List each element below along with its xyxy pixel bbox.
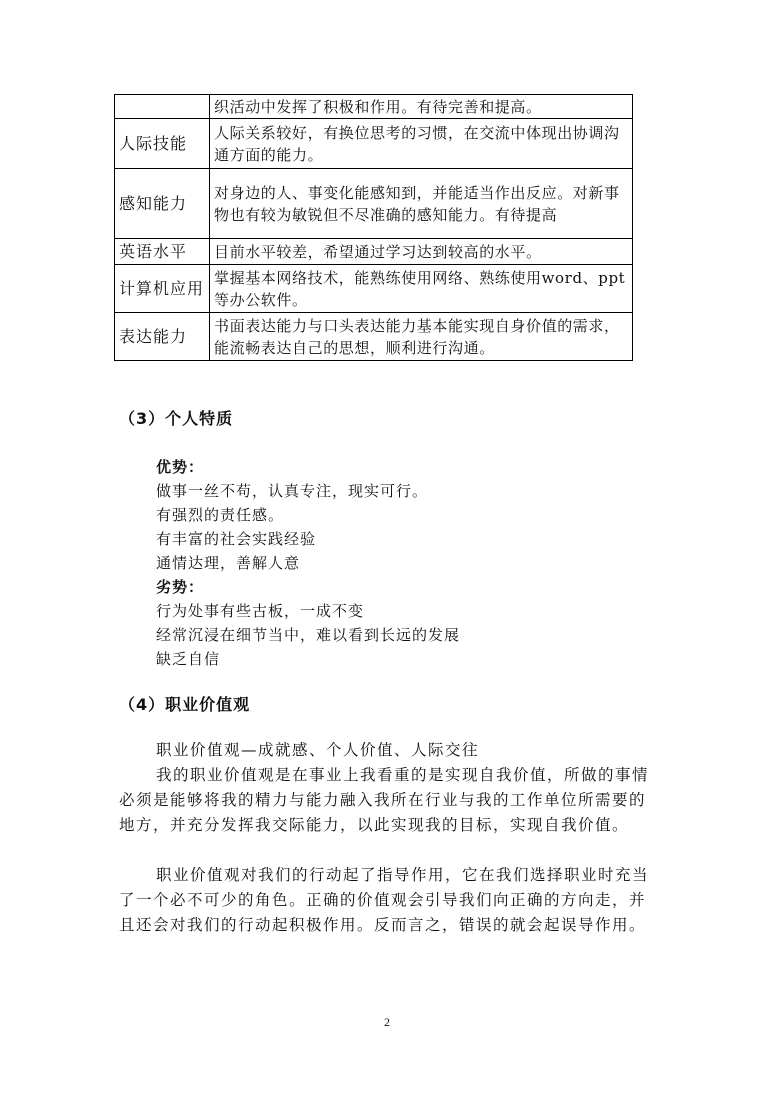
table-row xyxy=(115,313,633,361)
values-paragraph-1: 我的职业价值观是在事业上我看重的是实现自我价值，所做的事情必须是能够将我的精力与能力融入我所在行业与我的工作单位所需要的地方，并充分发挥我交际能力，以此实现我的目标，实现自我价值。 xyxy=(119,766,650,834)
table-cell-desc: 书面表达能力与口头表达能力基本能实现自身价值的需求，能流畅表达自己的思想，顺利进行沟通。 xyxy=(210,313,633,361)
table-row xyxy=(115,265,633,313)
table-cell-desc: 对身边的人、事变化能感知到，并能适当作出反应。对新事物也有较为敏锐但不尽准确的感知能力。有待提高 xyxy=(210,169,633,239)
table-row xyxy=(115,119,633,169)
values-paragraph-2: 职业价值观对我们的行动起了指导作用，它在我们选择职业时充当了一个必不可少的角色。正确的价值观会引导我们向正确的方向走，并且还会对我们的行动起积极作用。反而言之，错误的就会起误导作用。 xyxy=(119,866,650,934)
table-cell-label: 表达能力 xyxy=(115,313,210,361)
table-cell-desc: 掌握基本网络技术，能熟练使用网络、熟练使用word、ppt 等办公软件。 xyxy=(210,265,633,313)
table-cell-desc: 人际关系较好，有换位思考的习惯，在交流中体现出协调沟通方面的能力。 xyxy=(210,119,633,169)
table-cell-desc: 目前水平较差，希望通过学习达到较高的水平。 xyxy=(210,239,633,265)
list-item: 有丰富的社会实践经验 xyxy=(156,530,317,548)
section-heading-career-values: （4）职业价值观 xyxy=(119,695,251,714)
weaknesses-title: 劣势： xyxy=(156,578,205,596)
section-heading-personal-traits: （3）个人特质 xyxy=(119,409,234,428)
table-cell-label: 感知能力 xyxy=(115,169,210,239)
list-item: 经常沉浸在细节当中，难以看到长远的发展 xyxy=(156,626,461,644)
strengths-title: 优势： xyxy=(156,458,205,476)
table-cell-label xyxy=(115,95,210,119)
table-row xyxy=(115,169,633,239)
values-subtitle: 职业价值观—成就感、个人价值、人际交往 xyxy=(156,741,480,759)
table-row xyxy=(115,239,633,265)
table-row xyxy=(115,95,633,119)
list-item: 做事一丝不苟，认真专注，现实可行。 xyxy=(156,482,429,500)
table-cell-desc: 织活动中发挥了积极和作用。有待完善和提高。 xyxy=(210,95,633,119)
table-cell-label: 计算机应用 xyxy=(115,265,210,313)
page-number: 2 xyxy=(384,1015,390,1029)
traits-list xyxy=(156,455,460,671)
list-item: 有强烈的责任感。 xyxy=(156,506,285,524)
list-item: 通情达理，善解人意 xyxy=(156,554,301,572)
table-cell-label: 人际技能 xyxy=(115,119,210,169)
list-item: 行为处事有些古板，一成不变 xyxy=(156,602,365,620)
table-cell-label: 英语水平 xyxy=(115,239,210,265)
list-item: 缺乏自信 xyxy=(156,650,221,668)
skills-table xyxy=(114,94,633,361)
